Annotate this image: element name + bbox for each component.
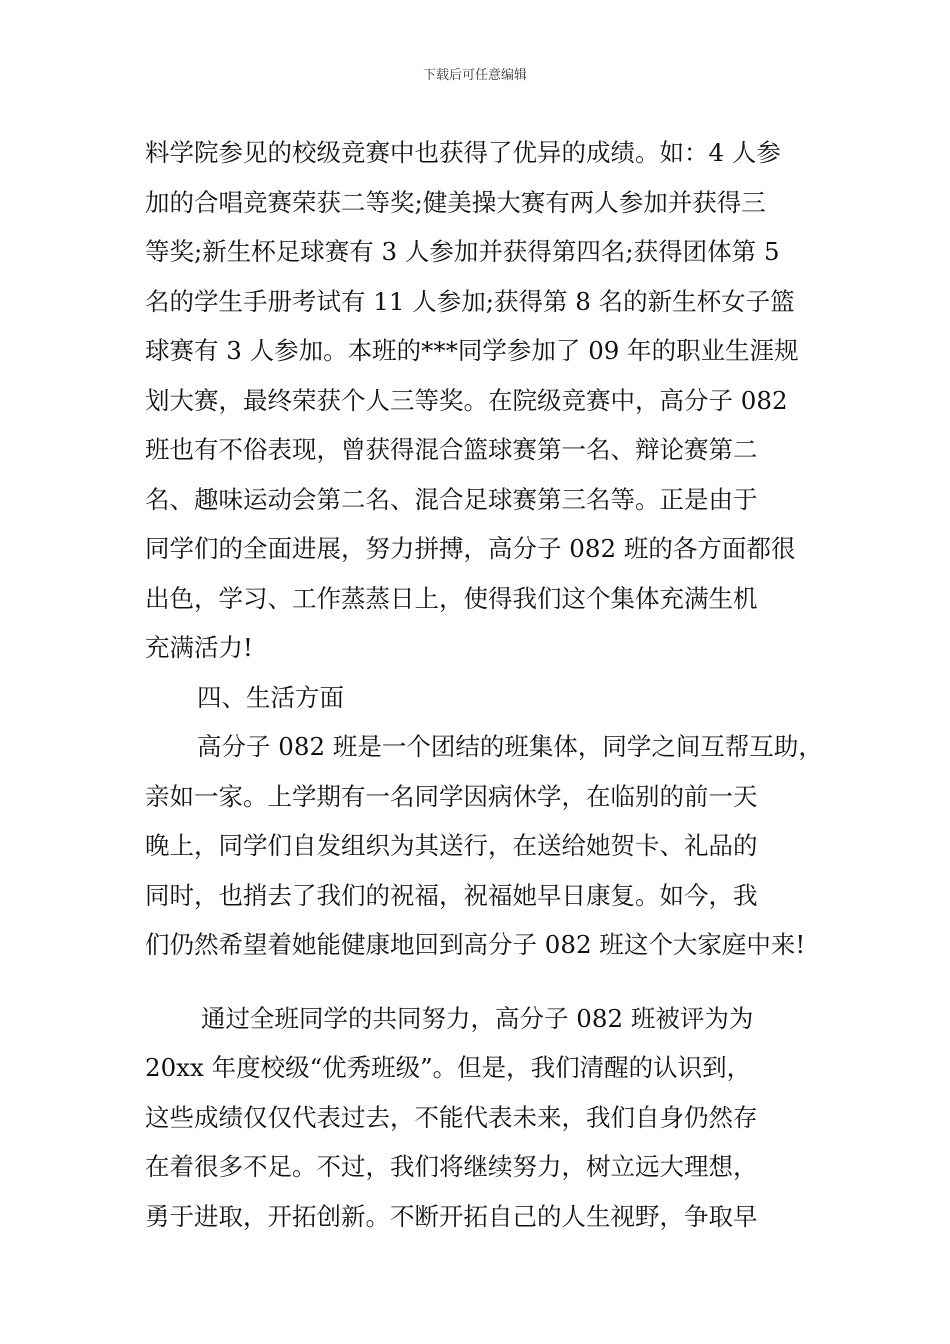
text-line: 名的学生手册考试有 11 人参加;获得第 8 名的新生杯女子篮 (145, 286, 795, 316)
paragraph-summary (145, 994, 825, 1242)
header-note: 下载后可任意编辑 (422, 68, 527, 83)
text-line: 勇于进取，开拓创新。不断开拓自己的人生视野，争取早 (145, 1201, 758, 1231)
text-line: 同时，也捎去了我们的祝福，祝福她早日康复。如今，我 (145, 880, 758, 910)
text-line: 出色，学习、工作蒸蒸日上，使得我们这个集体充满生机 (145, 583, 758, 613)
text-line: 划大赛，最终荣获个人三等奖。在院级竞赛中，高分子 082 (145, 385, 788, 415)
text-line: 在着很多不足。不过，我们将继续努力，树立远大理想， (145, 1152, 758, 1181)
paragraph-life (145, 722, 825, 970)
text-line: 亲如一家。上学期有一名同学因病休学，在临别的前一天 (145, 781, 758, 811)
text-line: 通过全班同学的共同努力，高分子 082 班被评为为 (201, 1003, 754, 1033)
paragraph-achievements (145, 128, 825, 673)
text-line: 同学们的全面进展，努力拼搏，高分子 082 班的各方面都很 (145, 534, 796, 563)
document-body (145, 128, 825, 1241)
section-heading-life (145, 673, 825, 723)
section-heading: 四、生活方面 (197, 682, 344, 712)
text-line: 充满活力! (145, 633, 253, 662)
paragraph-gap (145, 970, 825, 994)
text-line: 20xx 年度校级“优秀班级”。但是，我们清醒的认识到， (145, 1053, 752, 1082)
text-line: 这些成绩仅仅代表过去，不能代表未来，我们自身仍然存 (145, 1102, 758, 1132)
text-line: 们仍然希望着她能健康地回到高分子 082 班这个大家庭中来! (145, 930, 806, 959)
text-line: 高分子 082 班是一个团结的班集体，同学之间互帮互助， (197, 732, 823, 761)
text-line: 等奖;新生杯足球赛有 3 人参加并获得第四名;获得团体第 5 (145, 237, 780, 266)
text-line: 料学院参见的校级竞赛中也获得了优异的成绩。如：4 人参 (145, 138, 781, 167)
text-line: 晚上，同学们自发组织为其送行，在送给她贺卡、礼品的 (145, 831, 758, 860)
text-line: 加的合唱竞赛荣获二等奖;健美操大赛有两人参加并获得三 (145, 187, 766, 217)
text-line: 名、趣味运动会第二名、混合足球赛第三名等。正是由于 (145, 484, 758, 514)
text-line: 班也有不俗表现，曾获得混合篮球赛第一名、辩论赛第二 (145, 435, 758, 464)
text-line: 球赛有 3 人参加。本班的***同学参加了 09 年的职业生涯规 (145, 336, 799, 365)
